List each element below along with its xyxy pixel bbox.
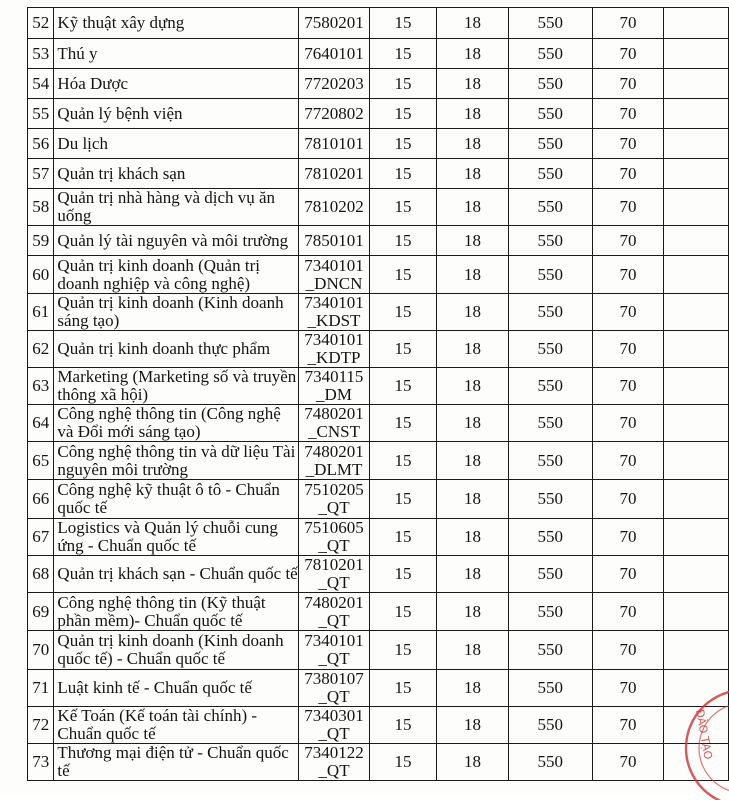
table-row [28,707,729,744]
value-cell-2: 18 [437,226,508,256]
table-row [28,368,729,405]
major-name: Logistics và Quản lý chuỗi cung ứng - Chuẩn quốc tế [54,519,299,556]
major-name: Du lịch [54,129,299,159]
major-name: Quản trị khách sạn - Chuẩn quốc tế [54,556,299,593]
table-row [28,556,729,593]
major-code: 7810201 [299,159,369,189]
empty-note-cell [664,39,729,69]
value-cell-4: 70 [592,39,663,69]
value-cell-4: 70 [592,405,663,442]
table-row [28,744,729,781]
empty-note-cell [664,519,729,556]
major-name: Công nghệ thông tin (Công nghệ và Đổi mới sáng tạo) [54,405,299,442]
empty-note-cell [664,442,729,480]
value-cell-1: 15 [369,480,437,519]
table-row [28,159,729,189]
major-code: 7720203 [299,69,369,99]
value-cell-4: 70 [592,519,663,556]
row-number: 67 [28,519,54,556]
value-cell-4: 70 [592,69,663,99]
table-row [28,99,729,129]
major-code: 7340122 _QT [299,744,369,781]
value-cell-2: 18 [437,8,508,39]
empty-note-cell [664,556,729,593]
value-cell-3: 550 [508,331,592,368]
value-cell-2: 18 [437,129,508,159]
value-cell-1: 15 [369,294,437,331]
value-cell-1: 15 [369,519,437,556]
admission-table [27,7,729,781]
major-code: 7810202 [299,189,369,226]
row-number: 69 [28,593,54,631]
value-cell-3: 550 [508,159,592,189]
empty-note-cell [664,226,729,256]
row-number: 63 [28,368,54,405]
value-cell-1: 15 [369,631,437,670]
value-cell-1: 15 [369,556,437,593]
major-name: Quản trị kinh doanh (Kinh doanh quốc tế) - Chuẩn quốc tế [54,631,299,670]
major-name: Quản trị khách sạn [54,159,299,189]
major-code: 7580201 [299,8,369,39]
value-cell-4: 70 [592,707,663,744]
value-cell-3: 550 [508,744,592,781]
value-cell-3: 550 [508,442,592,480]
value-cell-3: 550 [508,405,592,442]
major-name: Công nghệ kỹ thuật ô tô - Chuẩn quốc tế [54,480,299,519]
value-cell-3: 550 [508,707,592,744]
table-row [28,69,729,99]
row-number: 62 [28,331,54,368]
value-cell-3: 550 [508,129,592,159]
row-number: 71 [28,670,54,707]
empty-note-cell [664,8,729,39]
value-cell-1: 15 [369,744,437,781]
row-number: 61 [28,294,54,331]
empty-note-cell [664,593,729,631]
value-cell-4: 70 [592,442,663,480]
value-cell-2: 18 [437,442,508,480]
empty-note-cell [664,129,729,159]
stamp-text: ĐÀO TẠO [693,708,715,761]
red-seal-stamp [670,670,729,800]
major-code: 7810101 [299,129,369,159]
table-row [28,442,729,480]
value-cell-3: 550 [508,8,592,39]
table-row [28,256,729,294]
row-number: 70 [28,631,54,670]
row-number: 66 [28,480,54,519]
value-cell-2: 18 [437,368,508,405]
value-cell-4: 70 [592,294,663,331]
row-number: 73 [28,744,54,781]
table-row [28,129,729,159]
value-cell-3: 550 [508,368,592,405]
value-cell-3: 550 [508,69,592,99]
table-row [28,519,729,556]
major-code: 7480201 _QT [299,593,369,631]
value-cell-4: 70 [592,593,663,631]
value-cell-2: 18 [437,480,508,519]
empty-note-cell [664,368,729,405]
value-cell-2: 18 [437,556,508,593]
major-name: Kỹ thuật xây dựng [54,8,299,39]
value-cell-1: 15 [369,707,437,744]
value-cell-3: 550 [508,99,592,129]
table-row [28,670,729,707]
value-cell-4: 70 [592,556,663,593]
empty-note-cell [664,480,729,519]
major-name: Hóa Dược [54,69,299,99]
value-cell-1: 15 [369,69,437,99]
table-row [28,631,729,670]
major-name: Thú y [54,39,299,69]
row-number: 54 [28,69,54,99]
major-code: 7810201 _QT [299,556,369,593]
value-cell-1: 15 [369,189,437,226]
empty-note-cell [664,189,729,226]
row-number: 55 [28,99,54,129]
row-number: 60 [28,256,54,294]
major-code: 7720802 [299,99,369,129]
major-name: Luật kinh tế - Chuẩn quốc tế [54,670,299,707]
value-cell-2: 18 [437,593,508,631]
value-cell-1: 15 [369,442,437,480]
row-number: 57 [28,159,54,189]
value-cell-2: 18 [437,405,508,442]
value-cell-4: 70 [592,670,663,707]
major-code: 7480201 _CNST [299,405,369,442]
major-code: 7340301 _QT [299,707,369,744]
value-cell-2: 18 [437,256,508,294]
major-code: 7340115 _DM [299,368,369,405]
empty-note-cell [664,69,729,99]
value-cell-1: 15 [369,159,437,189]
value-cell-4: 70 [592,189,663,226]
table-row [28,8,729,39]
empty-note-cell [664,159,729,189]
value-cell-3: 550 [508,631,592,670]
table-row [28,294,729,331]
value-cell-4: 70 [592,744,663,781]
value-cell-3: 550 [508,593,592,631]
empty-note-cell [664,405,729,442]
value-cell-1: 15 [369,39,437,69]
value-cell-2: 18 [437,69,508,99]
value-cell-1: 15 [369,8,437,39]
table-row [28,39,729,69]
major-code: 7510205 _QT [299,480,369,519]
value-cell-4: 70 [592,256,663,294]
value-cell-1: 15 [369,99,437,129]
value-cell-3: 550 [508,226,592,256]
row-number: 68 [28,556,54,593]
major-name: Quản trị kinh doanh (Kinh doanh sáng tạo) [54,294,299,331]
major-name: Quản lý tài nguyên và môi trường [54,226,299,256]
row-number: 58 [28,189,54,226]
table-row [28,405,729,442]
value-cell-3: 550 [508,294,592,331]
value-cell-2: 18 [437,519,508,556]
table-body [28,8,729,781]
major-code: 7340101 _QT [299,631,369,670]
row-number: 53 [28,39,54,69]
empty-note-cell [664,631,729,670]
value-cell-3: 550 [508,556,592,593]
table-row [28,331,729,368]
value-cell-2: 18 [437,294,508,331]
major-code: 7510605 _QT [299,519,369,556]
value-cell-3: 550 [508,189,592,226]
value-cell-4: 70 [592,226,663,256]
value-cell-2: 18 [437,99,508,129]
major-name: Công nghệ thông tin (Kỹ thuật phần mềm)- Chuẩn quốc tế [54,593,299,631]
empty-note-cell [664,294,729,331]
row-number: 65 [28,442,54,480]
major-name: Quản trị nhà hàng và dịch vụ ăn uống [54,189,299,226]
value-cell-2: 18 [437,331,508,368]
value-cell-3: 550 [508,480,592,519]
row-number: 56 [28,129,54,159]
value-cell-4: 70 [592,631,663,670]
major-name: Quản trị kinh doanh (Quản trị doanh nghiệp và công nghệ) [54,256,299,294]
value-cell-2: 18 [437,631,508,670]
value-cell-1: 15 [369,256,437,294]
value-cell-4: 70 [592,159,663,189]
major-code: 7340101 _KDST [299,294,369,331]
major-name: Marketing (Marketing số và truyền thông xã hội) [54,368,299,405]
value-cell-2: 18 [437,159,508,189]
major-code: 7340101 _DNCN [299,256,369,294]
value-cell-1: 15 [369,405,437,442]
row-number: 64 [28,405,54,442]
major-name: Công nghệ thông tin và dữ liệu Tài nguyên môi trường [54,442,299,480]
major-code: 7480201 _DLMT [299,442,369,480]
value-cell-1: 15 [369,129,437,159]
value-cell-3: 550 [508,670,592,707]
value-cell-1: 15 [369,226,437,256]
value-cell-4: 70 [592,8,663,39]
table-row [28,189,729,226]
major-name: Quản trị kinh doanh thực phẩm [54,331,299,368]
value-cell-1: 15 [369,368,437,405]
value-cell-2: 18 [437,189,508,226]
table-row [28,593,729,631]
value-cell-2: 18 [437,744,508,781]
row-number: 72 [28,707,54,744]
table-row [28,226,729,256]
row-number: 59 [28,226,54,256]
table-row [28,480,729,519]
empty-note-cell [664,331,729,368]
value-cell-4: 70 [592,480,663,519]
row-number: 52 [28,8,54,39]
value-cell-4: 70 [592,368,663,405]
value-cell-4: 70 [592,129,663,159]
value-cell-3: 550 [508,39,592,69]
value-cell-4: 70 [592,331,663,368]
major-name: Thương mại điện tử - Chuẩn quốc tế [54,744,299,781]
value-cell-2: 18 [437,707,508,744]
value-cell-1: 15 [369,331,437,368]
value-cell-4: 70 [592,99,663,129]
value-cell-2: 18 [437,39,508,69]
value-cell-3: 550 [508,519,592,556]
major-name: Kế Toán (Kế toán tài chính) - Chuẩn quốc tế [54,707,299,744]
major-name: Quản lý bệnh viện [54,99,299,129]
empty-note-cell [664,256,729,294]
major-code: 7340101 _KDTP [299,331,369,368]
value-cell-2: 18 [437,670,508,707]
value-cell-1: 15 [369,670,437,707]
major-code: 7640101 [299,39,369,69]
value-cell-1: 15 [369,593,437,631]
major-code: 7850101 [299,226,369,256]
major-code: 7380107 _QT [299,670,369,707]
value-cell-3: 550 [508,256,592,294]
empty-note-cell [664,99,729,129]
